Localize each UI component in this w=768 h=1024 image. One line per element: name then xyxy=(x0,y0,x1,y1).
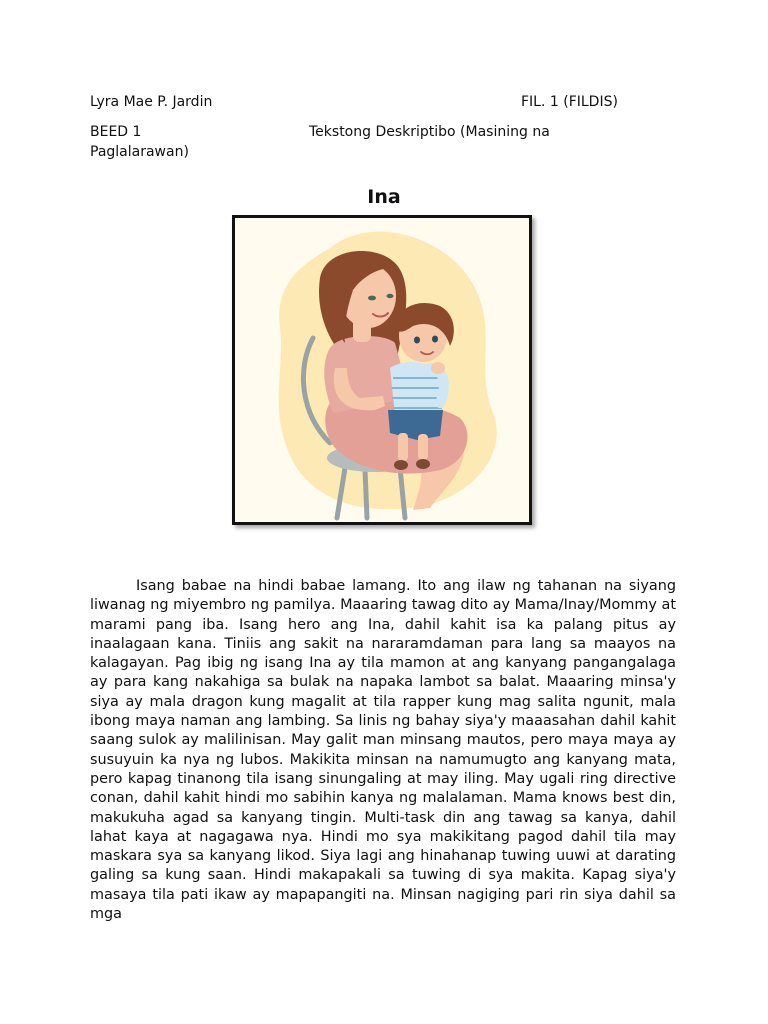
mother-holding-child-illustration xyxy=(235,218,529,522)
text-type-label: Tekstong Deskriptibo (Masining na Paglalarawan) xyxy=(90,124,550,160)
body-paragraph: Isang babae na hindi babae lamang. Ito ang ilaw ng tahanan na siyang liwanag ng miyembro ng pamilya. Maaaring tawag dito ay Mama/Inay/Mommy at marami pang iba. Isang hero ang Ina, dahil kahit isa ka palang pitus ay inaalagaan kana. Tiniis ang sakit na nararamdaman para lang sa maayos na kalagayan. Pag ibig ng isang Ina ay tila mamon at ang kanyang pangangalaga ay para kang nakahiga sa bulak na napaka lambot sa balat. Maaaring minsa'y siya ay mala dragon kung magalit at tila rapper kung mag salita ngunit, mala ibong maya naman ang lambing. Sa linis ng bahay siya'y maaasahan dahil kahit saang sulok ay malilinisan. May galit man minsang mautos, pero maya maya ay susuyuin ka nya ng lubos. Makikita minsan na namumugto ang kanyang mata, pero kapag tinanong tila isang sinungaling at may iling. May ugali ring directive conan, dahil kahit hindi mo sabihin kanya ng malalaman. Mama knows best din, makukuha agad sa kanyang tingin. Multi-task din ang tawag sa kanya, dahil lahat kaya at nagagawa nya. Hindi mo sya makikitang pagod dahil tila may maskara sya sa kanyang likod. Siya lagi ang hinahanap tuwing uuwi at darating galing sa kung saan. Hindi makapakali sa tuwing di sya makita. Kapag siya'y masaya tila pati ikaw ay mapapangiti na. Minsan nagiging pari rin siya dahil sa mga xyxy=(90,578,676,923)
course-code: FIL. 1 (FILDIS) xyxy=(521,94,618,110)
program-label: BEED 1 xyxy=(90,124,142,140)
illustration-frame xyxy=(232,215,532,525)
author-name: Lyra Mae P. Jardin xyxy=(90,94,213,110)
document-title: Ina xyxy=(367,185,401,208)
